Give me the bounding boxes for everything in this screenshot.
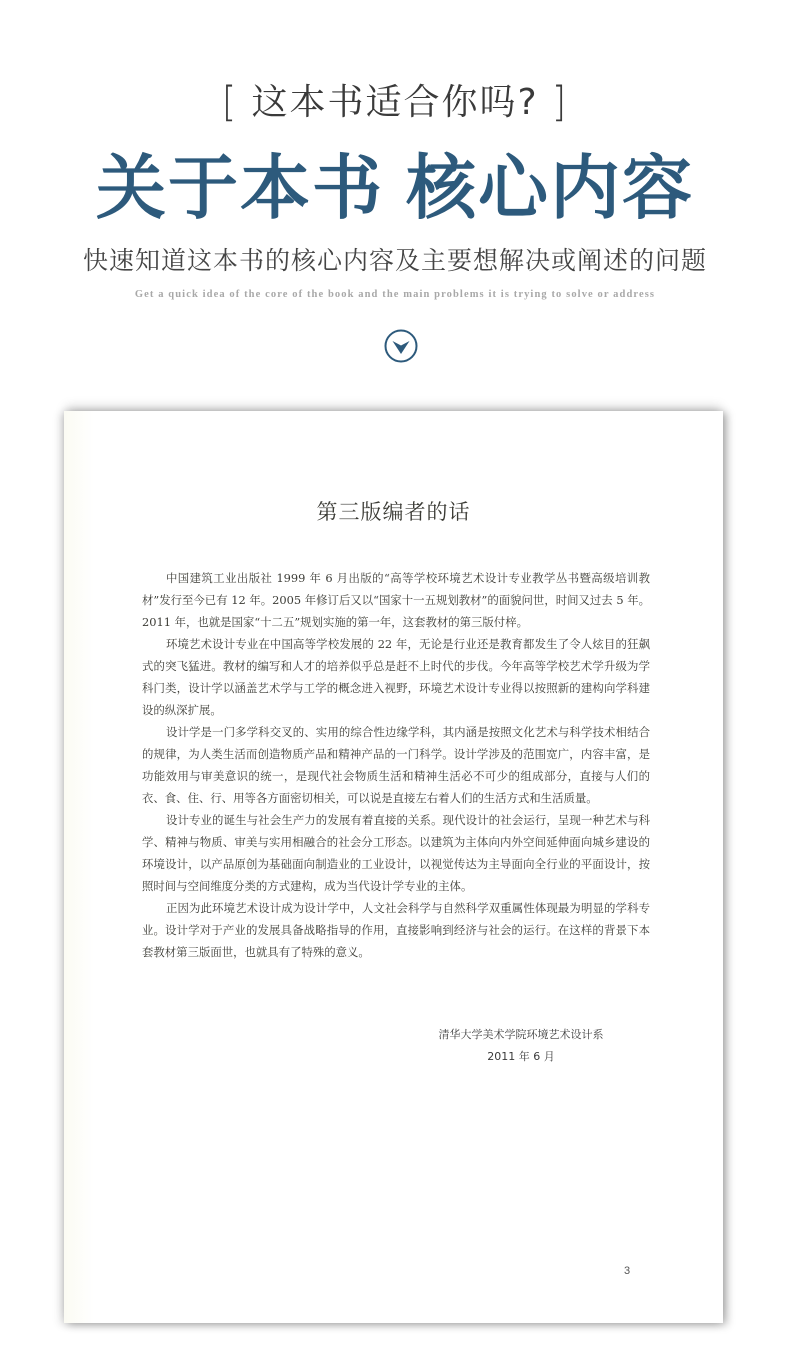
- paragraph: 环境艺术设计专业在中国高等学校发展的 22 年，无论是行业还是教育都发生了令人炫目的狂飙式的突飞猛进。教材的编写和人才的培养似乎总是赶不上时代的步伐。今年高等学校艺术学升级为学科门类，设计学以涵盖艺术学与工学的概念进入视野，环境艺术设计专业得以按照新的建构向学科建设的纵深扩展。: [142, 637, 650, 717]
- bracket-close: ]: [552, 78, 569, 126]
- paragraph: 设计专业的诞生与社会生产力的发展有着直接的关系。现代设计的社会运行，呈现一种艺术与科学、精神与物质、审美与实用相融合的社会分工形态。以建筑为主体向内外空间延伸面向城乡建设的环境设计，以产品原创为基础面向制造业的工业设计，以视觉传达为主导面向全行业的平面设计，按照时间与空间维度分类的方式建构，成为当代设计学专业的主体。: [142, 813, 650, 893]
- subtitle-english: Get a quick idea of the core of the book and the main problems it is trying to solve or address: [134, 289, 656, 300]
- signature-date: 2011 年 6 月: [487, 1050, 555, 1063]
- hero-title-part2: 核心内容: [406, 146, 694, 229]
- page-body: [142, 567, 650, 963]
- hero-title: [0, 140, 790, 236]
- paragraph: 中国建筑工业出版社 1999 年 6 月出版的“高等学校环境艺术设计专业教学丛书暨高级培训教材”发行至今已有 12 年。2005 年修订后又以“国家十一五规划教材”的面貌问世，时间又过去 5 年。2011 年，也就是国家“十二五”规划实施的第一年，这套教材的第三版付梓。: [142, 571, 650, 629]
- signature: [396, 1024, 646, 1068]
- chevron-down-circle-icon[interactable]: [384, 329, 418, 363]
- question-heading: [0, 78, 790, 128]
- page-number: 3: [624, 1265, 631, 1277]
- book-page-scan: [64, 411, 723, 1323]
- paragraph: 设计学是一门多学科交叉的、实用的综合性边缘学科，其内涵是按照文化艺术与科学技术相结合的规律，为人类生活而创造物质产品和精神产品的一门科学。设计学涉及的范围宽广，内容丰富，是功能效用与审美意识的统一，是现代社会物质生活和精神生活必不可少的组成部分，直接与人们的衣、食、住、行、用等各方面密切相关，可以说是直接左右着人们的生活方式和生活质量。: [142, 725, 650, 805]
- signature-organization: 清华大学美术学院环境艺术设计系: [438, 1028, 604, 1041]
- hero-title-part1: 关于本书: [96, 146, 384, 229]
- bracket-open: [: [221, 78, 238, 126]
- paragraph: 正因为此环境艺术设计成为设计学中，人文社会科学与自然科学双重属性体现最为明显的学科专业。设计学对于产业的发展具备战略指导的作用，直接影响到经济与社会的运行。在这样的背景下本套教材第三版面世，也就具有了特殊的意义。: [142, 901, 650, 959]
- subtitle-chinese: 快速知道这本书的核心内容及主要想解决或阐述的问题: [82, 246, 707, 275]
- question-text: 这本书适合你吗?: [251, 82, 539, 123]
- page-title: 第三版编者的话: [316, 500, 471, 524]
